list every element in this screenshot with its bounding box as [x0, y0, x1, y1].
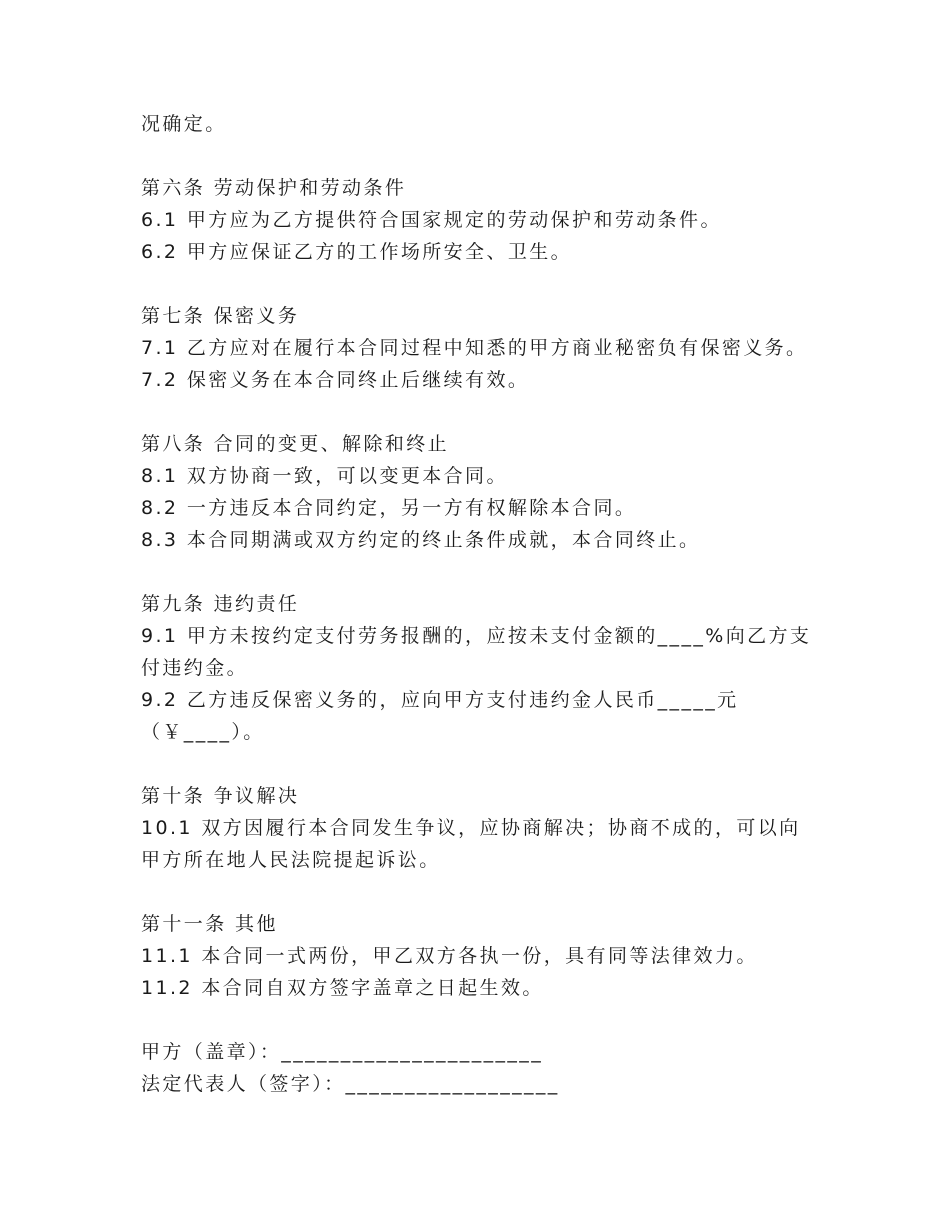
legal-representative-signature-line: 法定代表人（签字）：__________________	[141, 1073, 560, 1095]
clause-9-2-continued: （￥____）。	[141, 721, 265, 743]
paragraph-gap	[141, 140, 841, 172]
paragraph-gap	[141, 748, 841, 780]
section-heading-6: 第六条 劳动保护和劳动条件	[141, 177, 407, 199]
party-a-seal-line: 甲方（盖章）：______________________	[141, 1041, 544, 1063]
paragraph-gap	[141, 876, 841, 908]
section-heading-9: 第九条 违约责任	[141, 593, 300, 615]
contract-body	[141, 108, 841, 1100]
paragraph-gap	[141, 556, 841, 588]
section-heading-10: 第十条 争议解决	[141, 785, 300, 807]
text-line: 况确定。	[141, 113, 227, 135]
section-heading-11: 第十一条 其他	[141, 913, 278, 935]
paragraph-gap	[141, 396, 841, 428]
section-heading-7: 第七条 保密义务	[141, 305, 300, 327]
clause-8-2: 8.2 一方违反本合同约定，另一方有权解除本合同。	[141, 497, 637, 519]
clause-11-1: 11.1 本合同一式两份，甲乙双方各执一份，具有同等法律效力。	[141, 945, 758, 967]
clause-7-1: 7.1 乙方应对在履行本合同过程中知悉的甲方商业秘密负有保密义务。	[141, 337, 808, 359]
section-heading-8: 第八条 合同的变更、解除和终止	[141, 433, 450, 455]
clause-11-2: 11.2 本合同自双方签字盖章之日起生效。	[141, 977, 544, 999]
clause-8-3: 8.3 本合同期满或双方约定的终止条件成就，本合同终止。	[141, 529, 701, 551]
clause-9-2: 9.2 乙方违反保密义务的，应向甲方支付违约金人民币_____元	[141, 689, 739, 711]
clause-7-2: 7.2 保密义务在本合同终止后继续有效。	[141, 369, 530, 391]
clause-9-1-continued: 付违约金。	[141, 657, 249, 679]
clause-10-1-continued: 甲方所在地人民法院提起诉讼。	[141, 849, 441, 871]
clause-9-1: 9.1 甲方未按约定支付劳务报酬的，应按未支付金额的____%向乙方支	[141, 625, 812, 647]
clause-6-1: 6.1 甲方应为乙方提供符合国家规定的劳动保护和劳动条件。	[141, 209, 722, 231]
clause-6-2: 6.2 甲方应保证乙方的工作场所安全、卫生。	[141, 241, 573, 263]
clause-8-1: 8.1 双方协商一致，可以变更本合同。	[141, 465, 508, 487]
paragraph-gap	[141, 268, 841, 300]
clause-10-1: 10.1 双方因履行本合同发生争议，应协商解决；协商不成的，可以向	[141, 817, 801, 839]
paragraph-gap	[141, 1004, 841, 1036]
